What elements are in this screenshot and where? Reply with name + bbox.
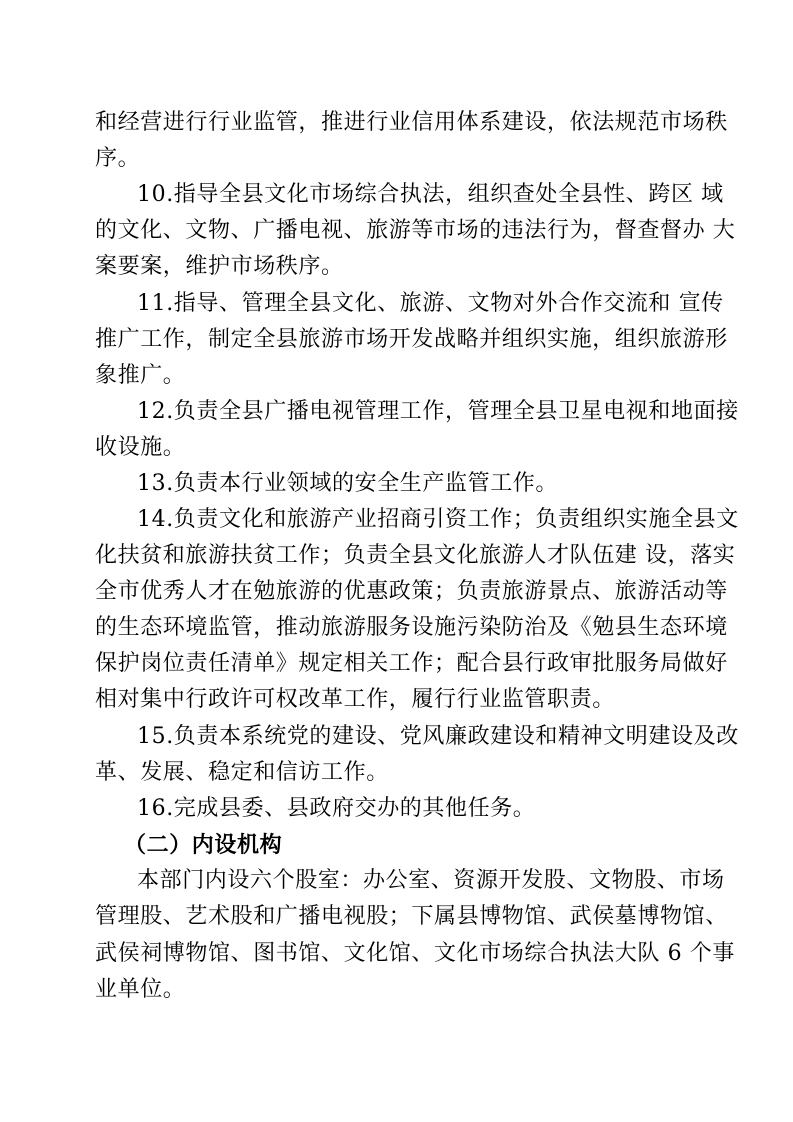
text-line: 和经营进行行业监管，推进行业信用体系建设，依法规范市场秩 xyxy=(95,110,728,135)
section-heading: （二）内设机构 xyxy=(124,832,283,858)
item-11-line: 11.指导、管理全县文化、旅游、文物对外合作交流和 宣传 xyxy=(137,291,724,316)
text-line: 管理股、艺术股和广播电视股；下属县博物馆、武侯墓博物馆、 xyxy=(95,904,728,929)
item-12-line: 12.负责全县广播电视管理工作，管理全县卫星电视和地面接 xyxy=(137,399,739,424)
text-line: 序。 xyxy=(95,146,141,171)
text-line: 业单位。 xyxy=(95,977,186,1002)
item-16-line: 16.完成县委、县政府交办的其他任务。 xyxy=(137,796,536,821)
item-14-line: 14.负责文化和旅游产业招商引资工作；负责组织实施全县文 xyxy=(137,507,739,532)
text-line: 收设施。 xyxy=(95,435,186,460)
text-line: 武侯祠博物馆、图书馆、文化馆、文化市场综合执法大队 6 个事 xyxy=(95,941,735,966)
text-line: 全市优秀人才在勉旅游的优惠政策；负责旅游景点、旅游活动等 xyxy=(95,579,728,604)
text-line: 推广工作，制定全县旅游市场开发战略并组织实施，组织旅游形 xyxy=(95,327,728,352)
text-line: 革、发展、稳定和信访工作。 xyxy=(95,760,389,785)
item-10-line: 10.指导全县文化市场综合执法，组织查处全县性、跨区 域 xyxy=(137,182,724,207)
text-line: 的文化、文物、广播电视、旅游等市场的违法行为，督查督办 大 xyxy=(95,218,736,243)
text-line: 案要案，维护市场秩序。 xyxy=(95,254,344,279)
item-13-line: 13.负责本行业领域的安全生产监管工作。 xyxy=(137,471,558,496)
text-line: 相对集中行政许可权改革工作，履行行业监管职责。 xyxy=(95,687,615,712)
text-line: 保护岗位责任清单》规定相关工作；配合县行政审批服务局做好 xyxy=(95,651,728,676)
item-15-line: 15.负责本系统党的建设、党风廉政建设和精神文明建设及改 xyxy=(137,724,739,749)
text-line: 象推广。 xyxy=(95,363,186,388)
text-line: 本部门内设六个股室：办公室、资源开发股、文物股、市场 xyxy=(137,868,725,893)
text-line: 的生态环境监管，推动旅游服务设施污染防治及《勉县生态环境 xyxy=(95,615,728,640)
text-line: 化扶贫和旅游扶贫工作；负责全县文化旅游人才队伍建 设，落实 xyxy=(95,543,736,568)
